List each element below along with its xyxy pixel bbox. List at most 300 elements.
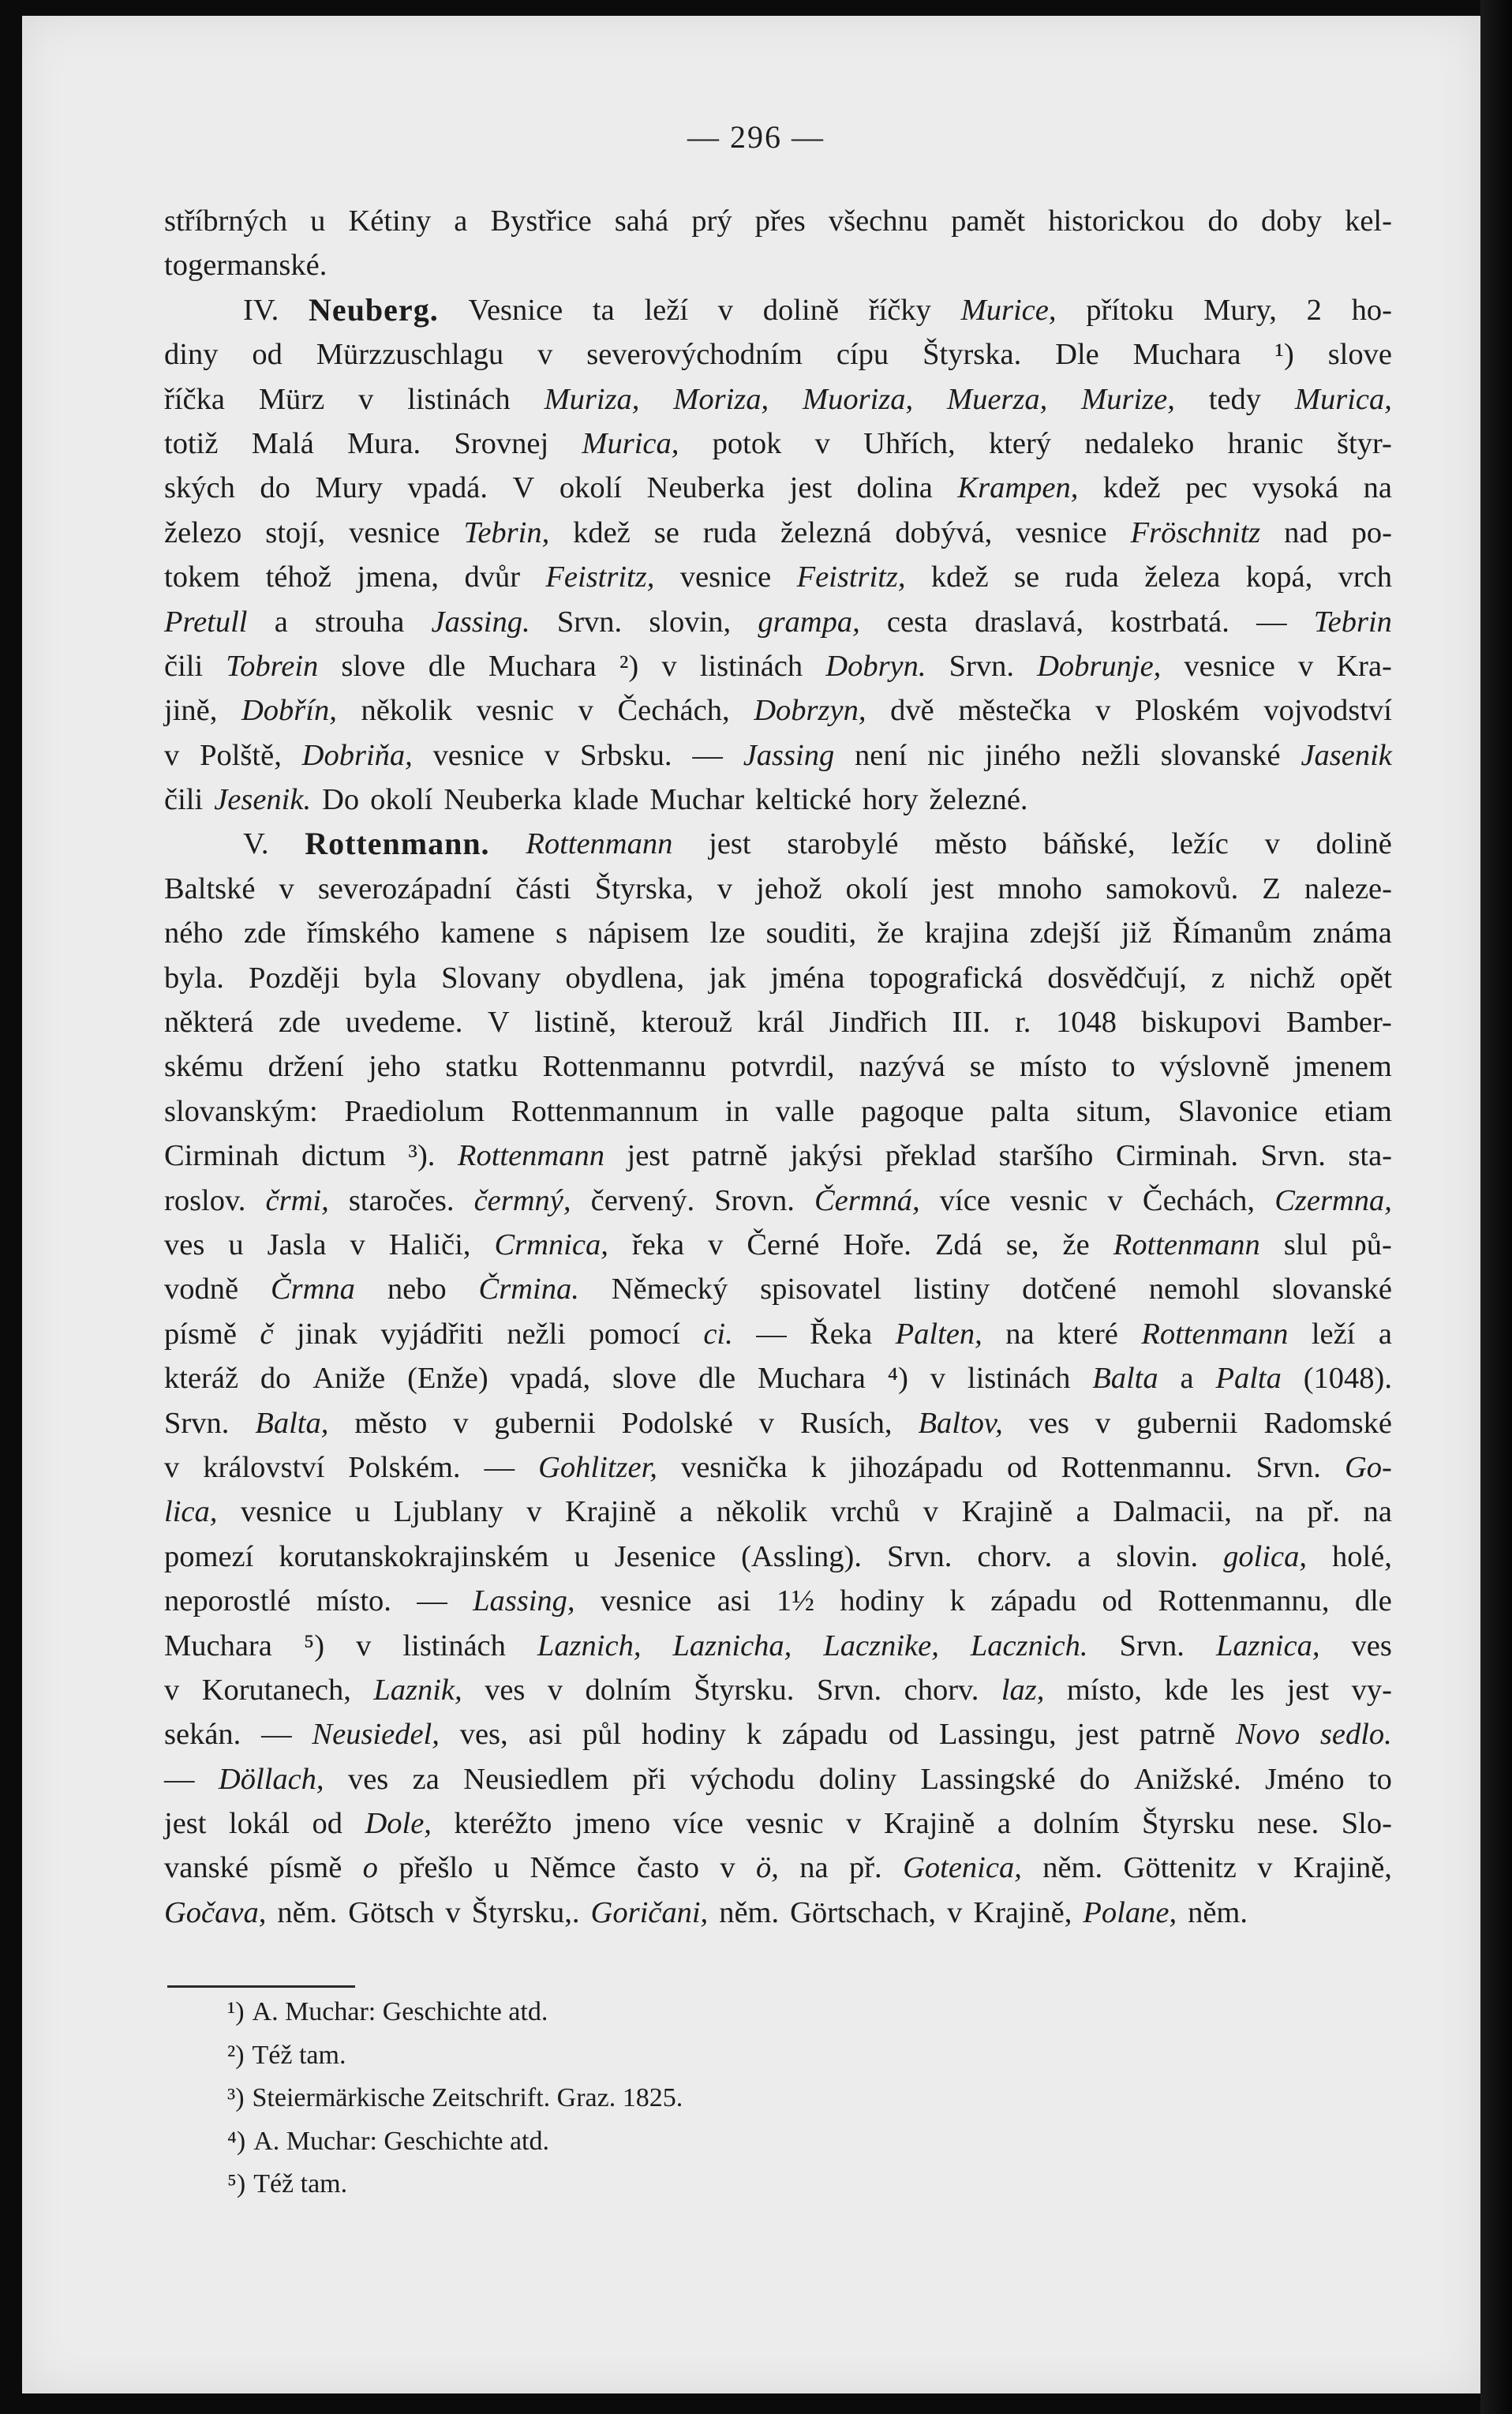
word: městečka: [958, 694, 1072, 728]
word: Slavonice: [1177, 1094, 1298, 1128]
word: na: [1363, 1495, 1392, 1529]
word: štyr-: [1337, 426, 1392, 460]
word: jest: [931, 872, 975, 905]
word: něm.: [719, 1895, 780, 1929]
footnote: [227, 2034, 1174, 2078]
word: Lassing,: [473, 1584, 575, 1618]
word: ves: [347, 1762, 389, 1796]
word: překlad: [885, 1139, 977, 1173]
text-line: [164, 688, 1392, 733]
word: Německý: [611, 1273, 728, 1306]
word: vysoká: [1252, 471, 1339, 505]
word: Murica,: [582, 426, 679, 460]
word: dvě: [890, 694, 934, 728]
word: se: [653, 515, 679, 549]
word: in: [724, 1094, 749, 1128]
word: to: [1111, 1050, 1136, 1084]
word: do: [260, 1362, 291, 1396]
word: ves: [1351, 1629, 1392, 1662]
word: vesnička: [680, 1450, 788, 1484]
word: holé,: [1331, 1539, 1392, 1573]
word: listiny: [913, 1273, 990, 1306]
word: listinách: [407, 382, 511, 416]
word: Pretull: [164, 605, 248, 639]
word: leží: [1311, 1317, 1356, 1351]
footnote-text: A. Muchar: Geschichte atd.: [253, 2126, 550, 2156]
word: doby: [1261, 204, 1323, 238]
word: kterouž: [641, 1006, 732, 1040]
word: V: [487, 1006, 510, 1040]
word: vesnice: [600, 1584, 692, 1618]
word: Anižské.: [1133, 1762, 1241, 1796]
word: skému: [164, 1050, 244, 1084]
word: Štyrsku,.: [471, 1895, 580, 1929]
text-line: [164, 466, 1392, 510]
word: Tobrein: [226, 649, 319, 683]
text-line: [164, 822, 1392, 866]
text-line: [164, 199, 1392, 243]
word: —: [261, 1718, 292, 1752]
word: Moriza,: [673, 382, 769, 416]
word: Baltov,: [918, 1406, 1003, 1440]
word: Dobriňa,: [301, 738, 413, 772]
word: Štyrsku.: [694, 1673, 795, 1707]
footnote: [227, 1991, 1174, 2034]
word: kostrbatá.: [1110, 605, 1229, 639]
word: známa: [1312, 916, 1392, 950]
word: místo.: [316, 1584, 391, 1618]
word: ³).: [408, 1139, 436, 1173]
word: ves: [164, 1228, 205, 1261]
word: není: [855, 738, 908, 772]
word: sekán.: [164, 1718, 241, 1752]
word: okolí: [845, 872, 908, 905]
word: okolí: [559, 471, 622, 505]
word: více: [672, 1807, 724, 1841]
text-line: [164, 956, 1392, 1000]
word: železná: [780, 515, 872, 549]
text-line: [164, 600, 1392, 644]
word: se: [969, 1050, 995, 1084]
word: východu: [690, 1762, 795, 1796]
text-line: [164, 867, 1392, 911]
word: zdejší: [1029, 916, 1101, 950]
word: souditi,: [765, 916, 857, 950]
word: dle: [428, 649, 466, 683]
text-line: [164, 1757, 1392, 1801]
word: v: [578, 694, 593, 728]
word: v: [350, 1228, 365, 1261]
word: severozápadní: [317, 872, 492, 905]
word: př.: [1307, 1495, 1341, 1529]
word: roslov.: [164, 1183, 246, 1217]
word: Jassing.: [431, 605, 530, 639]
word: Črmina.: [478, 1273, 579, 1306]
word: a: [454, 204, 468, 238]
word: Neuberg.: [309, 291, 439, 328]
word: Cirminah: [164, 1139, 279, 1173]
word: spisovatel: [760, 1273, 882, 1306]
word: Muoriza,: [803, 382, 914, 416]
word: jakýsi: [790, 1139, 863, 1173]
footnote-text: Steiermärkische Zeitschrift. Graz. 1825.: [252, 2083, 683, 2112]
word: Murize,: [1081, 382, 1175, 416]
word: železné.: [929, 783, 1028, 817]
word: Rottenmann: [457, 1139, 604, 1173]
word: u: [574, 1539, 589, 1573]
word: Srovnej: [454, 426, 549, 460]
word: čili: [164, 783, 204, 817]
word: topografická: [869, 961, 1024, 995]
word: Jassing: [743, 738, 835, 772]
word: to: [1368, 1762, 1392, 1796]
word: Srvn.: [1260, 1139, 1326, 1173]
word: v: [758, 1406, 774, 1440]
word: v: [445, 1895, 461, 1929]
text-line: [164, 1044, 1392, 1089]
word: v: [526, 1495, 542, 1529]
word: ⁵): [303, 1629, 325, 1662]
word: a: [1180, 1362, 1194, 1396]
word: jest: [627, 1139, 669, 1173]
word: řeka: [631, 1228, 685, 1261]
word: Feistritz,: [545, 560, 655, 594]
word: město: [934, 827, 1008, 861]
footnote-mark: ⁴): [227, 2126, 246, 2156]
word: draslavá,: [975, 605, 1083, 639]
word: Řeka: [810, 1317, 873, 1351]
word: dle: [698, 1362, 736, 1396]
word: slul: [1283, 1228, 1328, 1261]
word: obydlena,: [565, 961, 685, 995]
word: opět: [1339, 961, 1392, 995]
word: dolině: [1316, 827, 1392, 861]
word: několik: [716, 1495, 808, 1529]
word: —: [484, 1450, 515, 1484]
word: ⁴): [887, 1362, 908, 1396]
word: kdež: [930, 560, 989, 594]
word: Ploském: [1135, 694, 1240, 728]
word: v: [846, 1807, 862, 1841]
word: vesnice: [1016, 515, 1107, 549]
word: Rottenmannu: [542, 1050, 706, 1084]
word: nad: [1284, 515, 1328, 549]
word: vesnice: [240, 1495, 332, 1529]
word: golica,: [1223, 1539, 1307, 1573]
word: jině,: [164, 694, 218, 728]
text-line: [164, 1891, 1392, 1935]
word: diny: [164, 338, 219, 372]
word: Feistritz,: [796, 560, 906, 594]
word: dictum: [301, 1139, 386, 1173]
word: Lassingské: [920, 1762, 1056, 1796]
word: ö,: [755, 1851, 779, 1885]
word: z: [1211, 961, 1225, 995]
word: v: [661, 649, 677, 683]
word: vrchů: [830, 1495, 900, 1529]
word: slove: [1327, 338, 1392, 372]
text-line: [164, 644, 1392, 688]
word: staršího: [998, 1139, 1094, 1173]
word: některá: [164, 1006, 254, 1040]
word: kteráž: [164, 1362, 239, 1396]
word: s: [555, 916, 567, 950]
word: les: [1230, 1673, 1265, 1707]
word: Do: [322, 783, 360, 817]
word: Gočava,: [164, 1895, 267, 1929]
word: Čechách,: [617, 694, 730, 728]
footnote-text: Též tam.: [252, 2040, 346, 2070]
word: slove: [612, 1362, 677, 1396]
word: Laznich,: [537, 1629, 642, 1662]
word: togermanské.: [164, 249, 327, 283]
word: Ljublany: [393, 1495, 503, 1529]
word: a: [997, 1807, 1011, 1841]
word: v: [1297, 649, 1314, 683]
word: sta-: [1348, 1139, 1392, 1173]
word: potvrdil,: [731, 1050, 835, 1084]
word: ²): [619, 649, 639, 683]
word: listinách: [967, 1362, 1071, 1396]
text-line: [164, 1312, 1392, 1356]
word: v: [814, 426, 830, 460]
word: leží: [644, 293, 689, 327]
word: často: [636, 1851, 699, 1885]
word: vpadá,: [510, 1362, 591, 1396]
word: železo: [164, 515, 242, 549]
text-line: [164, 1490, 1392, 1534]
word: Štyrsku: [1142, 1807, 1235, 1841]
word: slove: [341, 649, 406, 683]
word: pů-: [1351, 1228, 1392, 1261]
text-line: [164, 911, 1392, 955]
word: Göttenitz: [1123, 1851, 1237, 1885]
word: tedy: [1208, 382, 1262, 416]
word: Murica,: [1294, 382, 1392, 416]
word: Muerza,: [947, 382, 1048, 416]
word: Štyrska.: [923, 338, 1022, 372]
word: Srvn.: [949, 649, 1014, 683]
word: vojvodství: [1263, 694, 1392, 728]
word: v: [547, 1673, 563, 1707]
word: hory: [862, 783, 919, 817]
word: Murice,: [960, 293, 1057, 327]
word: slovanské: [1160, 738, 1281, 772]
word: čili: [164, 649, 204, 683]
word: a: [1076, 1495, 1090, 1529]
word: ves: [1028, 1406, 1069, 1440]
word: Görtschach,: [790, 1895, 937, 1929]
word: Krajině: [564, 1495, 657, 1529]
word: chorv.: [977, 1539, 1053, 1573]
word: ských: [164, 471, 235, 505]
word: Čermná,: [814, 1183, 920, 1217]
word: nazývá: [859, 1050, 945, 1084]
word: okolí: [370, 783, 433, 817]
word: jest: [1286, 1673, 1330, 1707]
word: vanské: [164, 1851, 249, 1885]
word: cesta: [886, 605, 948, 639]
word: nic: [927, 738, 965, 772]
word: Jméno: [1265, 1762, 1345, 1796]
word: říčky: [868, 293, 931, 327]
word: v: [1095, 694, 1111, 728]
word: Muchar: [649, 783, 745, 817]
word: Dole,: [365, 1807, 432, 1841]
word: Haliči,: [388, 1228, 471, 1261]
word: Črmna: [270, 1273, 355, 1306]
word: naleze-: [1304, 872, 1392, 905]
word: Uhřích,: [863, 426, 956, 460]
word: v: [164, 738, 180, 772]
word: přítoku: [1086, 293, 1174, 327]
word: nežli: [1081, 738, 1140, 772]
word: téhož: [265, 560, 331, 594]
word: etiam: [1324, 1094, 1392, 1128]
word: vesnic: [1010, 1183, 1088, 1217]
word: římského: [306, 916, 420, 950]
text-line: [164, 1134, 1392, 1178]
word: Muchara: [164, 1629, 272, 1662]
word: Krajině: [961, 1495, 1054, 1529]
word: Krajině: [883, 1807, 975, 1841]
word: (Enže): [407, 1362, 488, 1396]
word: klade: [572, 783, 639, 817]
word: kopá,: [1245, 560, 1313, 594]
word: Římanům: [1172, 916, 1293, 950]
word: dolina: [856, 471, 933, 505]
word: dolině: [762, 293, 840, 327]
word: dle: [1354, 1584, 1392, 1618]
word: Dobřín,: [241, 694, 337, 728]
word: dosvědčují,: [1047, 961, 1187, 995]
word: Palten,: [895, 1317, 982, 1351]
word: vodně: [164, 1273, 239, 1306]
footnote-text: A. Muchar: Geschichte atd.: [252, 1997, 548, 2026]
word: písmě: [164, 1317, 237, 1351]
word: ruda: [702, 515, 758, 549]
word: (Assling).: [741, 1539, 863, 1573]
word: potok: [712, 426, 782, 460]
text-line: [164, 1445, 1392, 1490]
word: dolním: [1033, 1807, 1120, 1841]
text-line: [164, 1801, 1392, 1846]
text-line: [164, 778, 1392, 822]
word: u: [493, 1851, 510, 1885]
word: jihozápadu: [849, 1450, 983, 1484]
word: slovanské: [1272, 1273, 1392, 1306]
word: král: [757, 1006, 805, 1040]
word: čermný,: [473, 1183, 571, 1217]
word: Praediolum: [344, 1094, 485, 1128]
word: Palta: [1215, 1362, 1282, 1396]
word: ci.: [703, 1317, 733, 1351]
page-number: — 296 —: [687, 119, 825, 155]
text-line: [164, 1356, 1392, 1400]
text-line: [164, 377, 1392, 422]
word: listinách: [699, 649, 803, 683]
word: nichž: [1249, 961, 1316, 995]
text-line: [164, 1535, 1392, 1579]
word: nese.: [1257, 1807, 1319, 1841]
word: 1048: [1055, 1006, 1117, 1040]
word: od: [1006, 1450, 1038, 1484]
word: vesnice: [679, 560, 772, 594]
word: Mury: [315, 471, 383, 505]
word: keltické: [755, 783, 851, 817]
word: od: [312, 1807, 342, 1841]
word: pagoque: [861, 1094, 964, 1128]
word: k: [810, 1450, 826, 1484]
word: nemohl: [1148, 1273, 1241, 1306]
word: k: [949, 1584, 965, 1618]
word: Laznica,: [1215, 1629, 1320, 1662]
word: vyjádřiti: [380, 1317, 484, 1351]
word: Radomské: [1263, 1406, 1392, 1440]
word: Baltské: [164, 872, 256, 905]
word: Muchara: [488, 649, 597, 683]
word: lokál: [228, 1807, 290, 1841]
word: ho-: [1351, 293, 1392, 327]
word: Čechách,: [1142, 1183, 1256, 1217]
word: kamene: [440, 916, 535, 950]
word: říčka: [164, 382, 225, 416]
word: Srvn.: [1119, 1629, 1185, 1662]
word: v: [453, 1406, 469, 1440]
word: gubernii: [1136, 1406, 1238, 1440]
word: části: [515, 872, 571, 905]
word: Muriza,: [544, 382, 640, 416]
word: strouha: [314, 605, 405, 639]
word: Jesenice: [614, 1539, 717, 1573]
word: př.: [848, 1851, 882, 1885]
word: v: [947, 1895, 963, 1929]
word: a: [1378, 1317, 1392, 1351]
word: Polane,: [1083, 1895, 1177, 1929]
word: vrch: [1338, 560, 1392, 594]
word: Dobrunje,: [1037, 649, 1162, 683]
word: korutanskokrajinském: [279, 1539, 549, 1573]
word: Z: [1262, 872, 1281, 905]
word: dolním: [585, 1673, 672, 1707]
word: Zdá: [934, 1228, 982, 1261]
word: hranic: [1227, 426, 1304, 460]
word: pomocí: [589, 1317, 680, 1351]
word: město: [354, 1406, 428, 1440]
word: situm,: [1076, 1094, 1152, 1128]
word: v: [923, 1495, 939, 1529]
word: Mürz: [258, 382, 325, 416]
word: do: [1207, 204, 1238, 238]
word: do: [260, 471, 290, 505]
word: ležíc: [1171, 827, 1229, 861]
word: listinách: [402, 1629, 506, 1662]
word: prý: [691, 204, 732, 238]
word: do: [1079, 1762, 1110, 1796]
word: něm.: [277, 1895, 338, 1929]
word: Slovany: [441, 961, 541, 995]
word: v: [279, 872, 294, 905]
word: království: [203, 1450, 325, 1484]
word: Mürzzuschlagu: [316, 338, 504, 372]
word: místo,: [1066, 1673, 1143, 1707]
word: v: [356, 1629, 372, 1662]
word: chorv.: [904, 1673, 979, 1707]
text-line: [164, 1000, 1392, 1044]
text-line: [164, 733, 1392, 778]
word: lze: [709, 916, 746, 950]
word: Kétiny: [348, 204, 432, 238]
